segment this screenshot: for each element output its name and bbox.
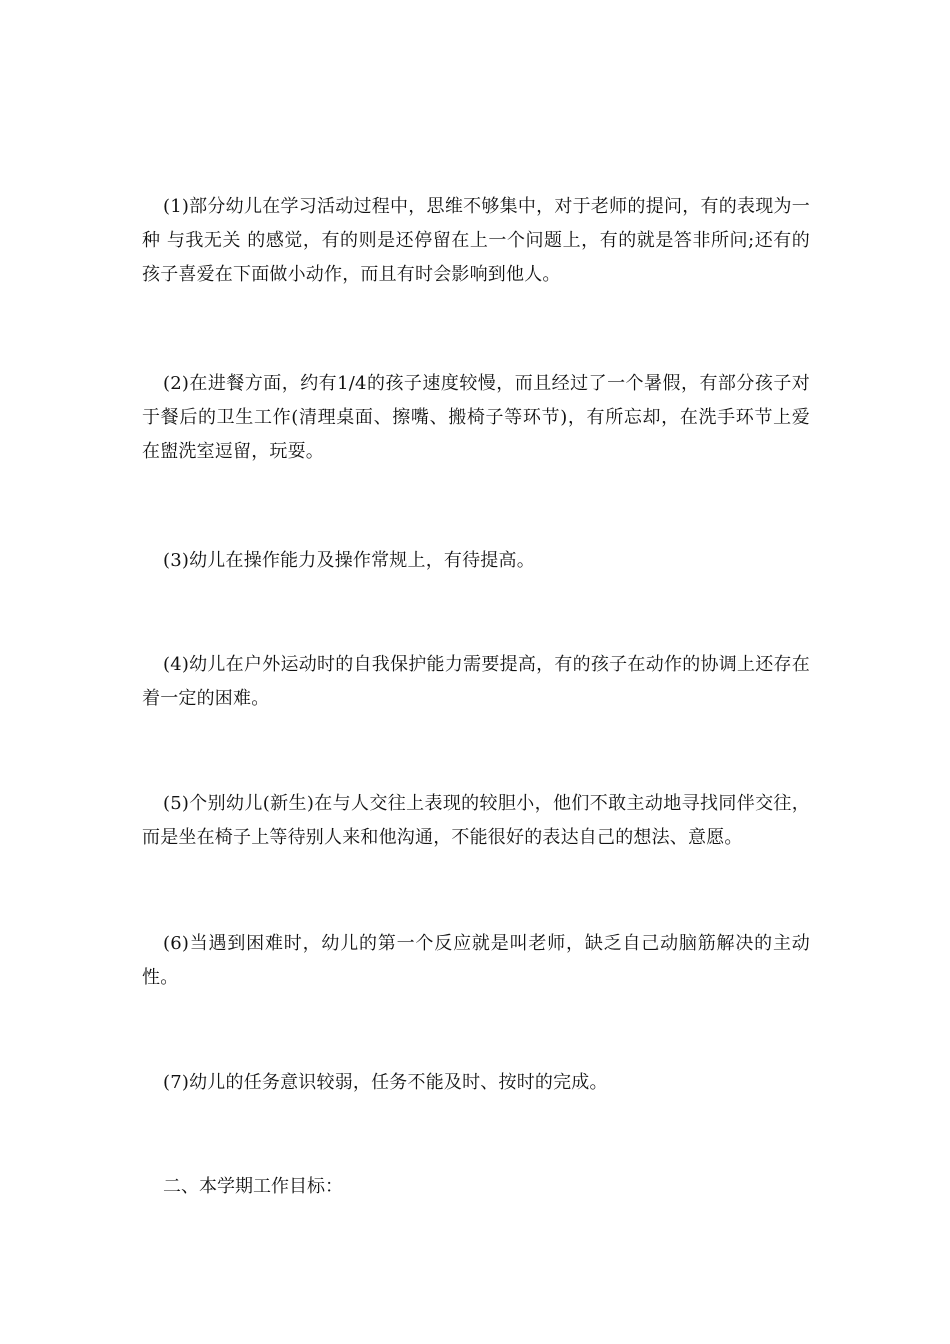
paragraph-6: (6)当遇到困难时，幼儿的第一个反应就是叫老师，缺乏自己动脑筋解决的主动性。 [142, 933, 810, 988]
paragraph-2: (2)在进餐方面，约有1/4的孩子速度较慢，而且经过了一个暑假，有部分孩子对于餐后的卫生工作(清理桌面、擦嘴、搬椅子等环节)，有所忘却，在洗手环节上爱在盥洗室逗留，玩耍。 [142, 373, 810, 462]
paragraph-3: (3)幼儿在操作能力及操作常规上，有待提高。 [163, 550, 535, 571]
paragraph-7: (7)幼儿的任务意识较弱，任务不能及时、按时的完成。 [163, 1072, 608, 1093]
section-heading: 二、本学期工作目标： [163, 1176, 343, 1197]
paragraph-4: (4)幼儿在户外运动时的自我保护能力需要提高，有的孩子在动作的协调上还存在着一定的困难。 [142, 654, 810, 709]
paragraph-1: (1)部分幼儿在学习活动过程中，思维不够集中，对于老师的提问，有的表现为一种 与我无关 的感觉，有的则是还停留在上一个问题上，有的就是答非所问;还有的孩子喜爱在下面做小动作，而且有时会影响到他人。 [142, 196, 810, 285]
paragraph-5: (5)个别幼儿(新生)在与人交往上表现的较胆小，他们不敢主动地寻找同伴交往，而是坐在椅子上等待别人来和他沟通，不能很好的表达自己的想法、意愿。 [142, 793, 810, 848]
